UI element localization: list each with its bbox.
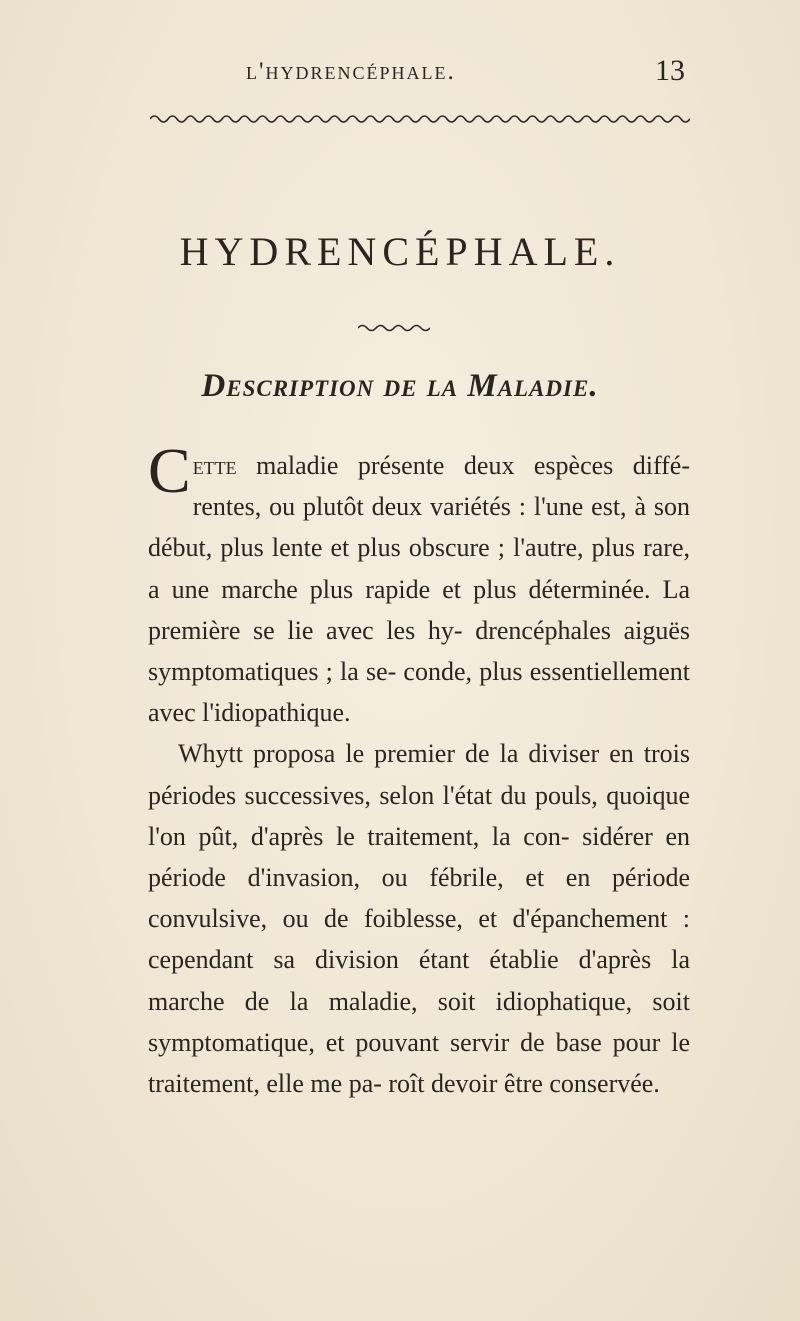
paragraph-2: Whytt proposa le premier de la diviser en trois périodes successives, selon l'état du pouls, quoique l'on pût, d'après le traitement, la con- sidérer en période d'invasion, ou fébrile, et en période convulsive, ou de foiblesse, et d'épanchement : cependant sa division étant établie d'après la marche de la maladie, soit idiophatique, soit symptomatique, et pouvant servir de base pour le traitement, elle me pa- roît devoir être conservée. (148, 739, 690, 1099)
page-number: 13 (655, 54, 685, 87)
ornamental-divider (358, 322, 430, 334)
paragraph-text: maladie présente deux espèces diffé- rentes, ou plutôt deux variétés : l'une est, à son début, plus lente et plus obscure ; l'autre, plus rare, a une marche plus rapide et plus déterminée. La première se lie avec les hy- drencéphales aiguës symptomatiques ; la se- conde, plus essentiellement avec l'idiopathique. (148, 451, 690, 728)
page-title: HYDRENCÉPHALE. (179, 229, 621, 274)
paragraph-1 (148, 435, 690, 733)
body-text (148, 435, 690, 1104)
ornamental-rule (150, 112, 690, 126)
drop-cap: C (148, 435, 191, 506)
paragraph-lead: ette (192, 451, 237, 480)
running-head (150, 54, 685, 98)
section-heading: Description de la Maladie. (201, 368, 599, 404)
running-title: l'hydrencéphale. (246, 58, 456, 85)
